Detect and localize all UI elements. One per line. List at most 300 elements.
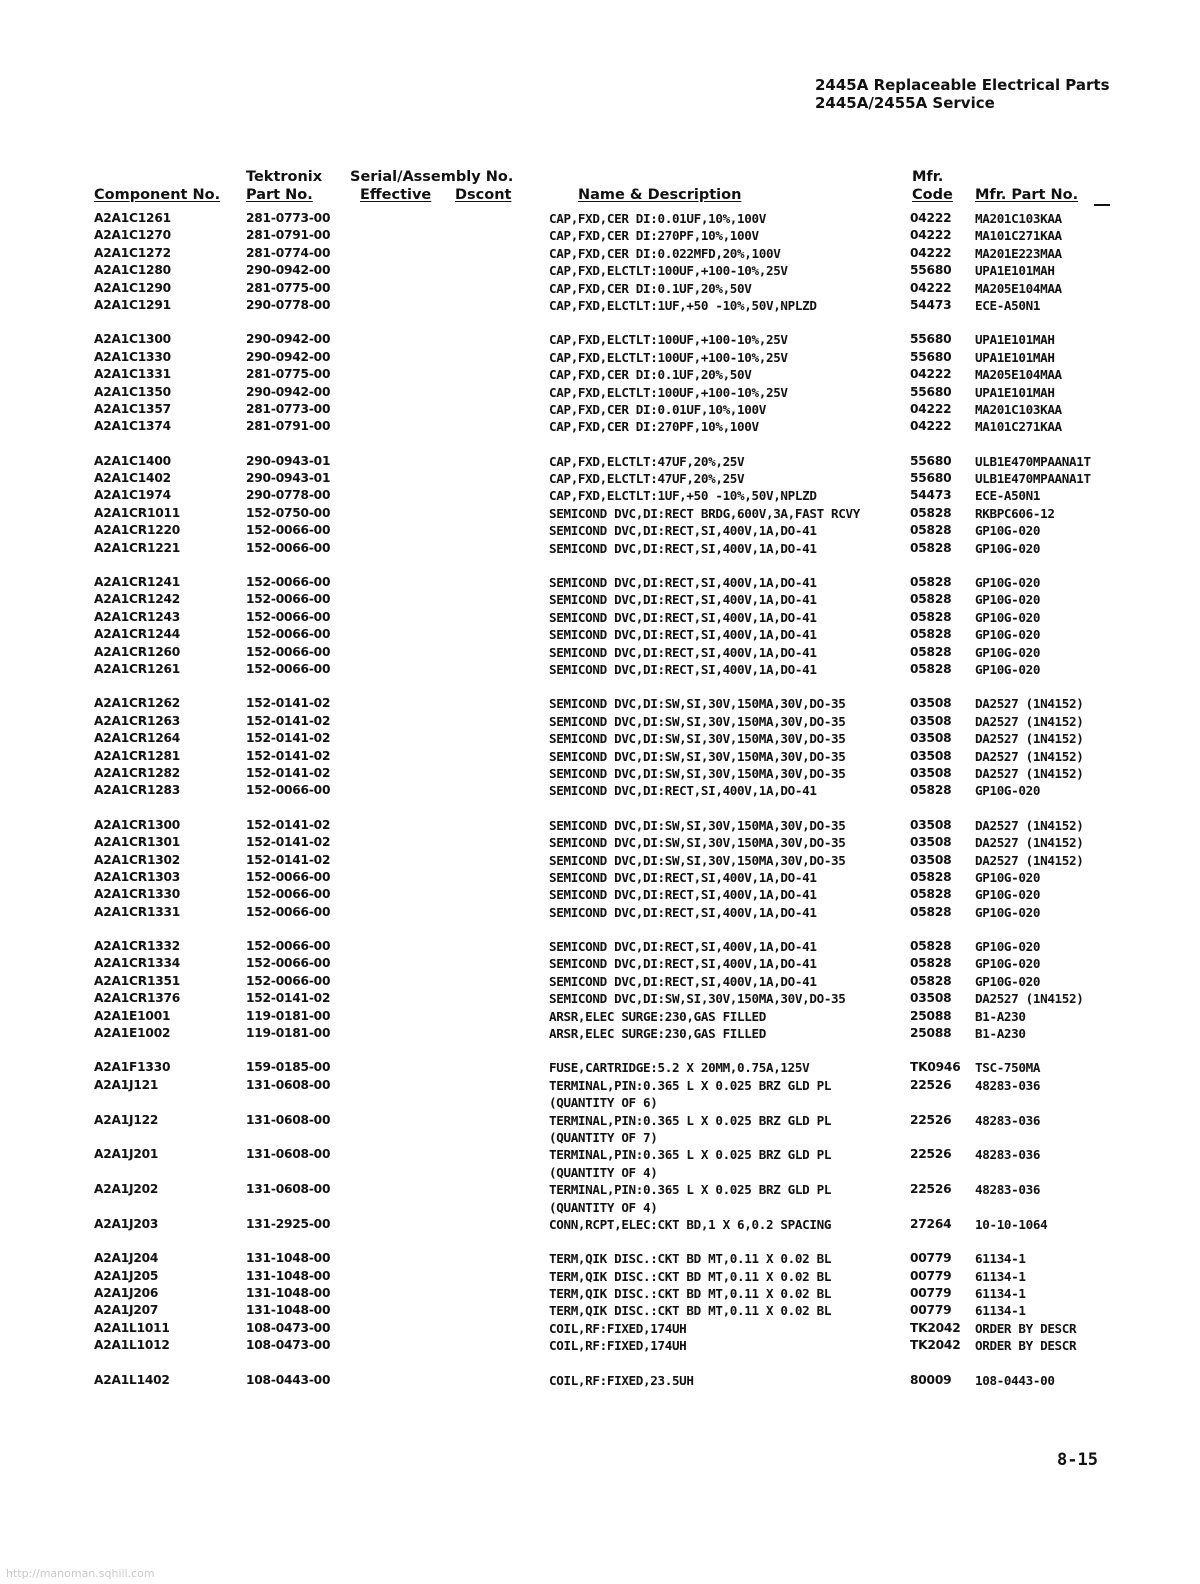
- mfr-code: 05828: [910, 904, 952, 919]
- name-description: CAP,FXD,CER DI:0.01UF,10%,100V: [549, 211, 766, 226]
- mfr-code: 05828: [910, 661, 952, 676]
- table-row: [0, 869, 1200, 886]
- name-description: COIL,RF:FIXED,174UH: [549, 1320, 687, 1336]
- component-no: A2A1CR1376: [94, 991, 181, 1006]
- mfr-part-no: MA101C271KAA: [975, 419, 1062, 435]
- component-no: A2A1C1350: [94, 384, 171, 399]
- table-row: [0, 418, 1200, 435]
- table-row: [0, 522, 1200, 539]
- component-no: A2A1C1400: [94, 453, 171, 468]
- mfr-code: 80009: [910, 1372, 952, 1387]
- table-row: [0, 349, 1200, 366]
- mfr-part-no: TSC-750MA: [975, 1060, 1041, 1076]
- table-row: [0, 1285, 1200, 1302]
- component-no: A2A1C1290: [94, 280, 171, 295]
- component-no: A2A1L1011: [94, 1320, 170, 1335]
- mfr-code: 55680: [910, 453, 952, 468]
- tektronix-part-no: 152-0141-02: [246, 991, 331, 1006]
- mfr-part-no: GP10G-020: [975, 956, 1041, 972]
- mfr-code: 04222: [910, 367, 952, 382]
- tektronix-part-no: 152-0066-00: [246, 575, 331, 590]
- mfr-part-no: UPA1E101MAH: [975, 332, 1055, 348]
- mfr-part-no: GP10G-020: [975, 523, 1041, 539]
- tektronix-part-no: 152-0141-02: [246, 765, 331, 780]
- tektronix-part-no: 152-0066-00: [246, 939, 331, 954]
- mfr-code: 03508: [910, 765, 952, 780]
- name-description: CAP,FXD,ELCTLT:100UF,+100-10%,25V: [549, 332, 788, 348]
- tektronix-part-no: 131-1048-00: [246, 1286, 331, 1301]
- name-description: SEMICOND DVC,DI:RECT,SI,400V,1A,DO-41: [549, 609, 817, 625]
- table-row: [0, 886, 1200, 903]
- tektronix-part-no: 152-0141-02: [246, 748, 331, 763]
- tektronix-part-no: 290-0942-00: [246, 349, 331, 364]
- mfr-part-no: DA2527 (1N4152): [975, 835, 1084, 851]
- mfr-code: 05828: [910, 973, 952, 988]
- tektronix-part-no: 152-0066-00: [246, 956, 331, 971]
- table-row: [0, 644, 1200, 661]
- name-description: SEMICOND DVC,DI:RECT,SI,400V,1A,DO-41: [549, 575, 817, 591]
- mfr-part-no: 61134-1: [975, 1268, 1026, 1284]
- name-description: CAP,FXD,CER DI:0.1UF,20%,50V: [549, 367, 752, 383]
- table-row: [0, 227, 1200, 244]
- parts-table: [0, 210, 1200, 1406]
- component-no: A2A1J207: [94, 1303, 159, 1318]
- parts-group: [0, 1250, 1200, 1354]
- component-no: A2A1CR1221: [94, 540, 181, 555]
- table-row: [0, 280, 1200, 297]
- mfr-part-no: UPA1E101MAH: [975, 349, 1055, 365]
- mfr-code: 54473: [910, 297, 952, 312]
- mfr-part-no: GP10G-020: [975, 869, 1041, 885]
- name-description: SEMICOND DVC,DI:SW,SI,30V,150MA,30V,DO-35: [549, 852, 846, 868]
- tektronix-part-no: 152-0141-02: [246, 696, 331, 711]
- component-no: A2A1E1002: [94, 1026, 171, 1041]
- table-row: [0, 1372, 1200, 1389]
- table-row: [0, 384, 1200, 401]
- mfr-code: 05828: [910, 505, 952, 520]
- component-no: A2A1L1012: [94, 1338, 170, 1353]
- tektronix-part-no: 152-0066-00: [246, 869, 331, 884]
- name-description: CAP,FXD,ELCTLT:100UF,+100-10%,25V: [549, 349, 788, 365]
- mfr-code: 04222: [910, 228, 952, 243]
- tektronix-part-no: 281-0791-00: [246, 419, 331, 434]
- mfr-part-no: GP10G-020: [975, 887, 1041, 903]
- mfr-part-no: GP10G-020: [975, 609, 1041, 625]
- table-row-continuation: [0, 1094, 1200, 1111]
- mfr-code: 25088: [910, 1008, 952, 1023]
- mfr-code: 54473: [910, 488, 952, 503]
- tektronix-part-no: 281-0775-00: [246, 367, 331, 382]
- name-description: (QUANTITY OF 4): [549, 1164, 658, 1180]
- name-description: SEMICOND DVC,DI:RECT,SI,400V,1A,DO-41: [549, 592, 817, 608]
- mfr-part-no: ORDER BY DESCR: [975, 1320, 1077, 1336]
- mfr-code: 55680: [910, 263, 952, 278]
- component-no: A2A1CR1263: [94, 713, 181, 728]
- component-no: A2A1CR1264: [94, 731, 181, 746]
- component-no: A2A1E1001: [94, 1008, 171, 1023]
- tektronix-part-no: 108-0443-00: [246, 1372, 331, 1387]
- name-description: CAP,FXD,ELCTLT:1UF,+50 -10%,50V,NPLZD: [549, 488, 817, 504]
- component-no: A2A1CR1302: [94, 852, 181, 867]
- component-no: A2A1C1374: [94, 419, 171, 434]
- component-no: A2A1J203: [94, 1216, 159, 1231]
- name-description: SEMICOND DVC,DI:SW,SI,30V,150MA,30V,DO-35: [549, 748, 846, 764]
- component-no: A2A1CR1260: [94, 644, 181, 659]
- name-description: CONN,RCPT,ELEC:CKT BD,1 X 6,0.2 SPACING: [549, 1216, 832, 1232]
- tektronix-part-no: 131-0608-00: [246, 1077, 331, 1092]
- mfr-part-no: UPA1E101MAH: [975, 263, 1055, 279]
- mfr-part-no: DA2527 (1N4152): [975, 748, 1084, 764]
- component-no: A2A1C1261: [94, 211, 171, 225]
- name-description: TERM,QIK DISC.:CKT BD MT,0.11 X 0.02 BL: [549, 1303, 832, 1319]
- component-no: A2A1CR1330: [94, 887, 181, 902]
- tektronix-part-no: 131-1048-00: [246, 1303, 331, 1318]
- component-no: A2A1C1272: [94, 245, 171, 260]
- component-no: A2A1CR1262: [94, 696, 181, 711]
- mfr-code: 03508: [910, 713, 952, 728]
- tektronix-part-no: 152-0066-00: [246, 887, 331, 902]
- table-row: [0, 1181, 1200, 1198]
- component-no: A2A1CR1243: [94, 609, 181, 624]
- page-number: 8-15: [1057, 1450, 1098, 1470]
- name-description: CAP,FXD,CER DI:0.01UF,10%,100V: [549, 401, 766, 417]
- mfr-part-no: GP10G-020: [975, 540, 1041, 556]
- name-description: SEMICOND DVC,DI:RECT BRDG,600V,3A,FAST RCVY: [549, 505, 860, 521]
- tektronix-part-no: 281-0791-00: [246, 228, 331, 243]
- table-row: [0, 817, 1200, 834]
- mfr-code: 55680: [910, 332, 952, 347]
- table-row: [0, 1216, 1200, 1233]
- mfr-part-no: MA205E104MAA: [975, 280, 1062, 296]
- component-no: A2A1CR1300: [94, 817, 181, 832]
- component-no: A2A1C1331: [94, 367, 171, 382]
- tektronix-part-no: 152-0066-00: [246, 644, 331, 659]
- component-no: A2A1CR1283: [94, 783, 181, 798]
- component-no: A2A1CR1220: [94, 523, 181, 538]
- table-row: [0, 955, 1200, 972]
- mfr-part-no: GP10G-020: [975, 904, 1041, 920]
- component-no: A2A1CR1334: [94, 956, 181, 971]
- component-no: A2A1C1291: [94, 297, 171, 312]
- mfr-part-no: UPA1E101MAH: [975, 384, 1055, 400]
- mfr-part-no: DA2527 (1N4152): [975, 731, 1084, 747]
- tektronix-part-no: 152-0141-02: [246, 713, 331, 728]
- component-no: A2A1J122: [94, 1112, 159, 1127]
- mfr-code: 03508: [910, 731, 952, 746]
- tektronix-part-no: 119-0181-00: [246, 1008, 331, 1023]
- tektronix-part-no: 290-0778-00: [246, 297, 331, 312]
- col-component: Component No.: [94, 187, 221, 203]
- table-row: [0, 1025, 1200, 1042]
- component-no: A2A1F1330: [94, 1060, 171, 1075]
- parts-group: [0, 574, 1200, 678]
- name-description: (QUANTITY OF 6): [549, 1095, 658, 1111]
- mfr-part-no: DA2527 (1N4152): [975, 852, 1084, 868]
- name-description: SEMICOND DVC,DI:RECT,SI,400V,1A,DO-41: [549, 956, 817, 972]
- mfr-part-no: GP10G-020: [975, 783, 1041, 799]
- mfr-part-no: B1-A230: [975, 1008, 1026, 1024]
- mfr-part-no: DA2527 (1N4152): [975, 696, 1084, 712]
- tektronix-part-no: 290-0942-00: [246, 384, 331, 399]
- mfr-part-no: 61134-1: [975, 1303, 1026, 1319]
- mfr-code: 00779: [910, 1286, 952, 1301]
- name-description: SEMICOND DVC,DI:RECT,SI,400V,1A,DO-41: [549, 783, 817, 799]
- col-part-no: Part No.: [246, 187, 313, 203]
- mfr-code: 05828: [910, 540, 952, 555]
- mfr-part-no: 48283-036: [975, 1182, 1041, 1198]
- name-description: CAP,FXD,ELCTLT:100UF,+100-10%,25V: [549, 384, 788, 400]
- mfr-code: 22526: [910, 1077, 952, 1092]
- table-row: [0, 748, 1200, 765]
- mfr-part-no: 48283-036: [975, 1147, 1041, 1163]
- table-row: [0, 626, 1200, 643]
- col-serial: Serial/Assembly No.: [350, 169, 514, 185]
- mfr-part-no: GP10G-020: [975, 627, 1041, 643]
- table-row: [0, 1302, 1200, 1319]
- tektronix-part-no: 152-0141-02: [246, 835, 331, 850]
- header-title-line1: 2445A Replaceable Electrical Parts: [815, 76, 1110, 94]
- col-mfr: Mfr.: [912, 169, 944, 185]
- table-row: [0, 297, 1200, 314]
- name-description: SEMICOND DVC,DI:RECT,SI,400V,1A,DO-41: [549, 869, 817, 885]
- component-no: A2A1CR1241: [94, 575, 181, 590]
- component-no: A2A1CR1351: [94, 973, 181, 988]
- mfr-code: 05828: [910, 783, 952, 798]
- tektronix-part-no: 152-0141-02: [246, 852, 331, 867]
- mfr-code: 03508: [910, 852, 952, 867]
- mfr-code: TK0946: [910, 1060, 961, 1075]
- name-description: SEMICOND DVC,DI:SW,SI,30V,150MA,30V,DO-35: [549, 696, 846, 712]
- name-description: SEMICOND DVC,DI:RECT,SI,400V,1A,DO-41: [549, 661, 817, 677]
- name-description: CAP,FXD,ELCTLT:47UF,20%,25V: [549, 453, 745, 469]
- name-description: CAP,FXD,CER DI:0.1UF,20%,50V: [549, 280, 752, 296]
- table-row-continuation: [0, 1129, 1200, 1146]
- table-row: [0, 505, 1200, 522]
- mfr-code: 55680: [910, 471, 952, 486]
- name-description: SEMICOND DVC,DI:RECT,SI,400V,1A,DO-41: [549, 904, 817, 920]
- mfr-code: 22526: [910, 1112, 952, 1127]
- mfr-part-no: ECE-A50N1: [975, 297, 1041, 313]
- tektronix-part-no: 131-0608-00: [246, 1182, 331, 1197]
- table-row: [0, 695, 1200, 712]
- name-description: CAP,FXD,CER DI:270PF,10%,100V: [549, 419, 759, 435]
- mfr-code: 03508: [910, 696, 952, 711]
- table-row: [0, 713, 1200, 730]
- component-no: A2A1C1300: [94, 332, 171, 347]
- table-row: [0, 852, 1200, 869]
- tektronix-part-no: 152-0066-00: [246, 540, 331, 555]
- table-row: [0, 331, 1200, 348]
- mfr-part-no: DA2527 (1N4152): [975, 713, 1084, 729]
- component-no: A2A1CR1301: [94, 835, 181, 850]
- component-no: A2A1CR1244: [94, 627, 181, 642]
- component-no: A2A1C1974: [94, 488, 171, 503]
- mfr-part-no: ECE-A50N1: [975, 488, 1041, 504]
- mfr-part-no: 48283-036: [975, 1077, 1041, 1093]
- tektronix-part-no: 152-0066-00: [246, 661, 331, 676]
- name-description: (QUANTITY OF 7): [549, 1129, 658, 1145]
- name-description: CAP,FXD,CER DI:0.022MFD,20%,100V: [549, 245, 781, 261]
- table-row: [0, 245, 1200, 262]
- mfr-code: 05828: [910, 523, 952, 538]
- tektronix-part-no: 290-0942-00: [246, 263, 331, 278]
- name-description: SEMICOND DVC,DI:SW,SI,30V,150MA,30V,DO-35: [549, 713, 846, 729]
- mfr-part-no: MA201E223MAA: [975, 245, 1062, 261]
- name-description: COIL,RF:FIXED,174UH: [549, 1338, 687, 1354]
- tektronix-part-no: 152-0141-02: [246, 817, 331, 832]
- parts-group: [0, 695, 1200, 799]
- tektronix-part-no: 152-0750-00: [246, 505, 331, 520]
- component-no: A2A1CR1282: [94, 765, 181, 780]
- name-description: SEMICOND DVC,DI:RECT,SI,400V,1A,DO-41: [549, 973, 817, 989]
- table-row: [0, 990, 1200, 1007]
- col-code: Code: [912, 187, 953, 203]
- tektronix-part-no: 131-0608-00: [246, 1112, 331, 1127]
- component-no: A2A1CR1303: [94, 869, 181, 884]
- name-description: CAP,FXD,ELCTLT:47UF,20%,25V: [549, 471, 745, 487]
- table-row: [0, 470, 1200, 487]
- component-no: A2A1C1270: [94, 228, 171, 243]
- table-row: [0, 938, 1200, 955]
- mfr-part-no: ORDER BY DESCR: [975, 1338, 1077, 1354]
- name-description: TERM,QIK DISC.:CKT BD MT,0.11 X 0.02 BL: [549, 1251, 832, 1267]
- table-row: [0, 453, 1200, 470]
- col-dscont: Dscont: [455, 187, 512, 203]
- parts-group: [0, 210, 1200, 314]
- mfr-part-no: 61134-1: [975, 1251, 1026, 1267]
- component-no: A2A1J202: [94, 1182, 159, 1197]
- table-row: [0, 1146, 1200, 1163]
- mfr-part-no: ULB1E470MPAANA1T: [975, 471, 1091, 487]
- component-no: A2A1J121: [94, 1077, 159, 1092]
- component-no: A2A1CR1242: [94, 592, 181, 607]
- mfr-part-no: GP10G-020: [975, 592, 1041, 608]
- tektronix-part-no: 152-0066-00: [246, 904, 331, 919]
- table-row: [0, 540, 1200, 557]
- mfr-part-no: 10-10-1064: [975, 1216, 1048, 1232]
- mfr-code: 00779: [910, 1303, 952, 1318]
- name-description: COIL,RF:FIXED,23.5UH: [549, 1372, 694, 1388]
- name-description: SEMICOND DVC,DI:SW,SI,30V,150MA,30V,DO-35: [549, 765, 846, 781]
- mfr-part-no: 48283-036: [975, 1112, 1041, 1128]
- tektronix-part-no: 159-0185-00: [246, 1060, 331, 1075]
- table-row: [0, 591, 1200, 608]
- name-description: SEMICOND DVC,DI:SW,SI,30V,150MA,30V,DO-35: [549, 817, 846, 833]
- mfr-part-no: GP10G-020: [975, 575, 1041, 591]
- name-description: TERMINAL,PIN:0.365 L X 0.025 BRZ GLD PL: [549, 1112, 832, 1128]
- mfr-code: 03508: [910, 991, 952, 1006]
- mfr-code: 22526: [910, 1182, 952, 1197]
- name-description: TERMINAL,PIN:0.365 L X 0.025 BRZ GLD PL: [549, 1077, 832, 1093]
- name-description: SEMICOND DVC,DI:SW,SI,30V,150MA,30V,DO-35: [549, 835, 846, 851]
- watermark: http://manoman.sqhill.com: [6, 1567, 155, 1580]
- table-row: [0, 609, 1200, 626]
- tektronix-part-no: 290-0942-00: [246, 332, 331, 347]
- table-row: [0, 574, 1200, 591]
- mfr-part-no: ULB1E470MPAANA1T: [975, 453, 1091, 469]
- parts-group: [0, 331, 1200, 435]
- table-row: [0, 1337, 1200, 1354]
- name-description: SEMICOND DVC,DI:RECT,SI,400V,1A,DO-41: [549, 627, 817, 643]
- component-no: A2A1C1330: [94, 349, 171, 364]
- name-description: FUSE,CARTRIDGE:5.2 X 20MM,0.75A,125V: [549, 1060, 810, 1076]
- mfr-code: 05828: [910, 869, 952, 884]
- table-row: [0, 730, 1200, 747]
- component-no: A2A1L1402: [94, 1372, 170, 1387]
- table-row: [0, 1320, 1200, 1337]
- mfr-part-no: B1-A230: [975, 1026, 1026, 1042]
- tektronix-part-no: 152-0066-00: [246, 592, 331, 607]
- mfr-code: 04222: [910, 419, 952, 434]
- name-description: TERMINAL,PIN:0.365 L X 0.025 BRZ GLD PL: [549, 1182, 832, 1198]
- mfr-code: 05828: [910, 887, 952, 902]
- component-no: A2A1C1357: [94, 401, 171, 416]
- mfr-part-no: RKBPC606-12: [975, 505, 1055, 521]
- mfr-part-no: DA2527 (1N4152): [975, 817, 1084, 833]
- mfr-code: 05828: [910, 609, 952, 624]
- mfr-code: 05828: [910, 644, 952, 659]
- mfr-part-no: MA101C271KAA: [975, 228, 1062, 244]
- col-effective: Effective: [360, 187, 432, 203]
- name-description: ARSR,ELEC SURGE:230,GAS FILLED: [549, 1008, 766, 1024]
- tektronix-part-no: 131-2925-00: [246, 1216, 331, 1231]
- component-no: A2A1CR1261: [94, 661, 181, 676]
- table-row-continuation: [0, 1164, 1200, 1181]
- table-row: [0, 973, 1200, 990]
- table-row: [0, 661, 1200, 678]
- tektronix-part-no: 290-0943-01: [246, 471, 331, 486]
- mfr-part-no: GP10G-020: [975, 939, 1041, 955]
- table-row: [0, 1112, 1200, 1129]
- table-row: [0, 1008, 1200, 1025]
- parts-group: [0, 453, 1200, 557]
- table-row: [0, 1250, 1200, 1267]
- mfr-code: 03508: [910, 817, 952, 832]
- tektronix-part-no: 290-0943-01: [246, 453, 331, 468]
- component-no: A2A1CR1331: [94, 904, 181, 919]
- table-row: [0, 782, 1200, 799]
- mfr-part-no: 61134-1: [975, 1286, 1026, 1302]
- tektronix-part-no: 152-0141-02: [246, 731, 331, 746]
- mfr-part-no: DA2527 (1N4152): [975, 765, 1084, 781]
- tektronix-part-no: 152-0066-00: [246, 609, 331, 624]
- table-row: [0, 487, 1200, 504]
- name-description: SEMICOND DVC,DI:RECT,SI,400V,1A,DO-41: [549, 540, 817, 556]
- parts-group: [0, 938, 1200, 1042]
- table-row: [0, 904, 1200, 921]
- parts-group: [0, 1372, 1200, 1389]
- component-no: A2A1C1280: [94, 263, 171, 278]
- mfr-code: 00779: [910, 1268, 952, 1283]
- table-row: [0, 210, 1200, 227]
- tektronix-part-no: 281-0775-00: [246, 280, 331, 295]
- name-description: SEMICOND DVC,DI:RECT,SI,400V,1A,DO-41: [549, 939, 817, 955]
- mfr-code: 55680: [910, 384, 952, 399]
- tektronix-part-no: 281-0773-00: [246, 401, 331, 416]
- mfr-code: 00779: [910, 1251, 952, 1266]
- tektronix-part-no: 152-0066-00: [246, 523, 331, 538]
- tektronix-part-no: 281-0773-00: [246, 211, 331, 225]
- table-row: [0, 401, 1200, 418]
- mfr-code: 05828: [910, 627, 952, 642]
- tektronix-part-no: 131-1048-00: [246, 1251, 331, 1266]
- mfr-code: 04222: [910, 280, 952, 295]
- mfr-part-no: 108-0443-00: [975, 1372, 1055, 1388]
- page-header: [815, 76, 1125, 112]
- table-row: [0, 765, 1200, 782]
- name-description: CAP,FXD,ELCTLT:1UF,+50 -10%,50V,NPLZD: [549, 297, 817, 313]
- mfr-part-no: GP10G-020: [975, 661, 1041, 677]
